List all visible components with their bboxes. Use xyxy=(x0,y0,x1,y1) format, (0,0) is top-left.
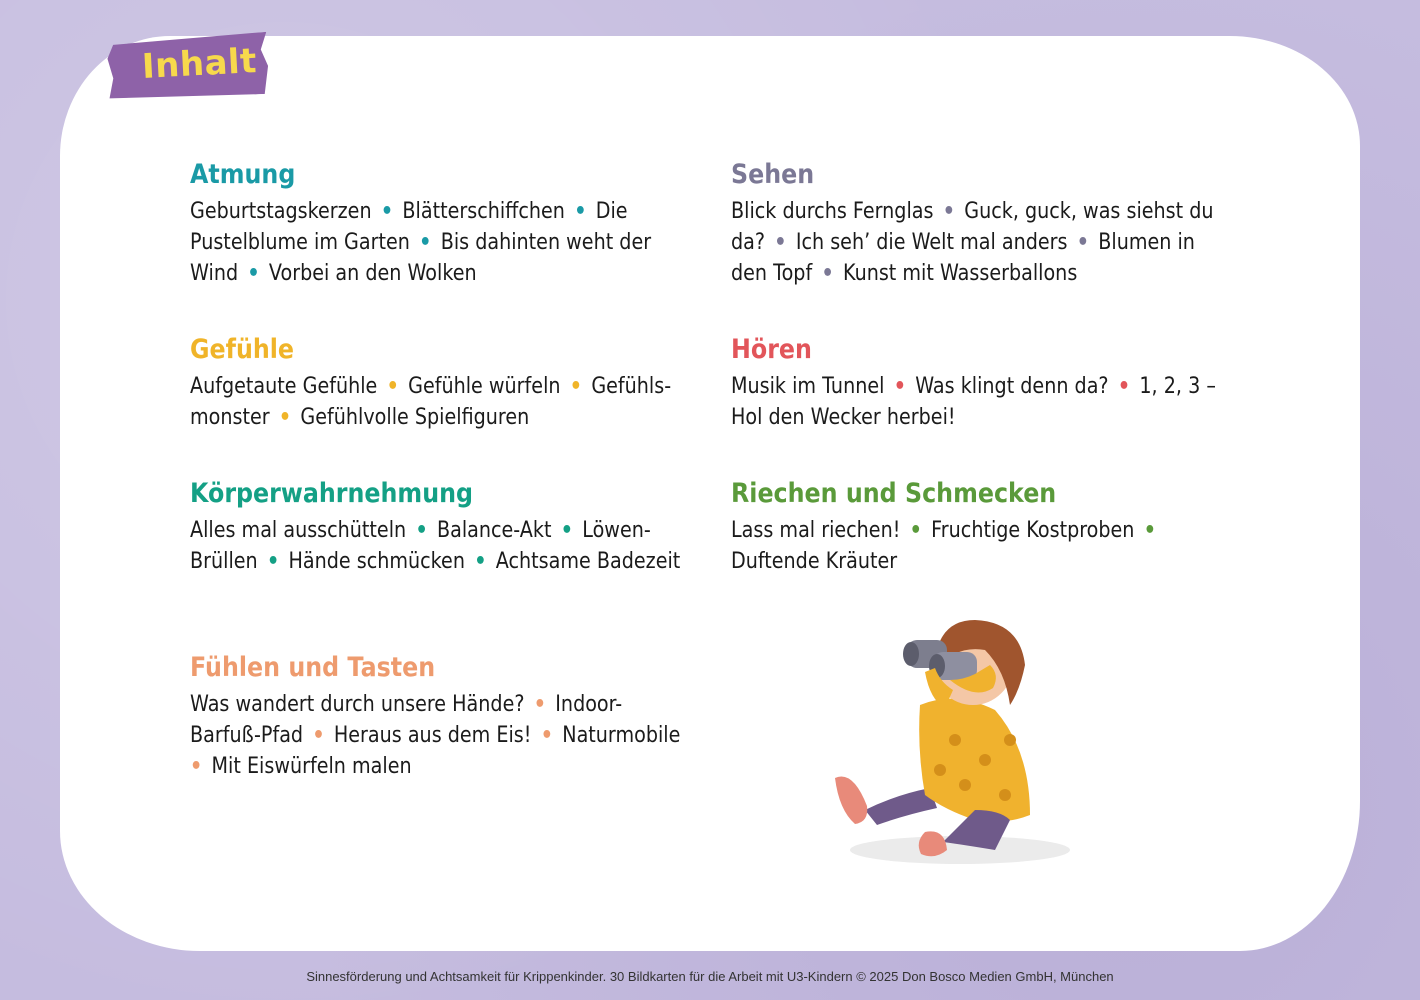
bullet-separator: • xyxy=(240,261,267,286)
bullet-separator: • xyxy=(379,374,406,399)
section-gefuehle xyxy=(190,333,690,433)
bullet-separator: • xyxy=(190,754,209,779)
list-item: Kunst mit Wasserballons xyxy=(842,261,1078,286)
list-item: 1, 2, 3 – Hol den Wecker herbei! xyxy=(731,374,1216,430)
list-item: Gefühle würfeln xyxy=(408,374,561,399)
section-heading: Körperwahrnehmung xyxy=(190,478,474,509)
list-item: Blick durchs Fernglas xyxy=(731,199,934,224)
list-item: Duftende Kräuter xyxy=(731,549,898,574)
section-heading: Atmung xyxy=(190,159,296,190)
list-item: Balance-Akt xyxy=(436,518,552,543)
bullet-separator: • xyxy=(767,230,794,255)
list-item: Hände schmücken xyxy=(288,549,465,574)
bullet-separator: • xyxy=(374,199,400,224)
list-item: Aufgetaute Gefühle xyxy=(190,374,378,399)
bullet-separator: • xyxy=(272,405,298,430)
list-item: Guck, guck, was siehst du da? xyxy=(731,199,1214,255)
section-heading: Riechen und Schmecken xyxy=(731,478,1057,509)
list-item: Musik im Tunnel xyxy=(731,374,885,399)
list-item: Geburtstagskerzen xyxy=(190,199,372,224)
section-riechen-und-schmecken xyxy=(731,477,1231,577)
list-item: Mit Eiswürfeln malen xyxy=(211,754,412,779)
child-with-binoculars-illustration xyxy=(825,610,1075,880)
list-item: Die Pustelblume im Garten xyxy=(190,199,628,255)
bullet-separator: • xyxy=(567,199,594,224)
footer-copyright: Sinnesförderung und Achtsamkeit für Krippenkinder. 30 Bildkarten für die Arbeit mit U3-Kindern © 2025 Don Bosco Medien GmbH, München xyxy=(306,969,1114,984)
bullet-separator: • xyxy=(527,692,553,717)
section-heading: Gefühle xyxy=(190,334,295,365)
bullet-separator: • xyxy=(412,230,439,255)
section-items xyxy=(731,515,1227,577)
section-items xyxy=(190,196,686,289)
list-item: Naturmobile xyxy=(562,723,681,748)
list-item: Alles mal ausschütteln xyxy=(190,518,407,543)
section-heading: Hören xyxy=(731,334,812,365)
list-item: Gefühlvolle Spielfiguren xyxy=(300,405,530,430)
list-item: Blumen in den Topf xyxy=(731,230,1195,286)
bullet-separator: • xyxy=(1111,374,1137,399)
list-item: Indoor-Barfuß-Pfad xyxy=(190,692,623,748)
bullet-separator: • xyxy=(554,518,580,543)
bullet-separator: • xyxy=(260,549,286,574)
list-item: Heraus aus dem Eis! xyxy=(333,723,532,748)
bullet-separator: • xyxy=(305,723,332,748)
section-items xyxy=(731,371,1227,433)
page-title: Inhalt xyxy=(141,41,258,87)
list-item: Achtsame Badezeit xyxy=(495,549,681,574)
list-item: Ich seh’ die Welt mal anders xyxy=(795,230,1068,255)
section-atmung xyxy=(190,158,690,289)
bullet-separator: • xyxy=(887,374,913,399)
section-items xyxy=(190,689,686,782)
section-sehen xyxy=(731,158,1231,289)
section-koerperwahrnehmung xyxy=(190,477,690,577)
list-item: Vorbei an den Wolken xyxy=(268,261,477,286)
bullet-separator: • xyxy=(936,199,962,224)
section-hoeren xyxy=(731,333,1231,433)
section-fuehlen-und-tasten xyxy=(190,651,690,782)
section-heading: Sehen xyxy=(731,159,815,190)
bullet-separator: • xyxy=(563,374,589,399)
bullet-separator: • xyxy=(814,261,841,286)
list-item: Fruchtige Kostproben xyxy=(931,518,1135,543)
section-items xyxy=(190,515,686,577)
list-item: Gefühlsmonster xyxy=(190,374,672,430)
bullet-separator: • xyxy=(1070,230,1096,255)
list-item: Was wandert durch unsere Hände? xyxy=(190,692,525,717)
bullet-separator: • xyxy=(467,549,494,574)
bullet-separator: • xyxy=(903,518,929,543)
list-item: Bis dahinten weht der Wind xyxy=(190,230,652,286)
section-heading: Fühlen und Tasten xyxy=(190,652,436,683)
list-item: Löwen-Brüllen xyxy=(190,518,651,574)
bullet-separator: • xyxy=(408,518,435,543)
list-item: Lass mal riechen! xyxy=(731,518,901,543)
bullet-separator: • xyxy=(1137,518,1156,543)
section-items xyxy=(190,371,686,433)
list-item: Blätterschiffchen xyxy=(402,199,565,224)
list-item: Was klingt denn da? xyxy=(915,374,1109,399)
section-items xyxy=(731,196,1227,289)
bullet-separator: • xyxy=(534,723,560,748)
